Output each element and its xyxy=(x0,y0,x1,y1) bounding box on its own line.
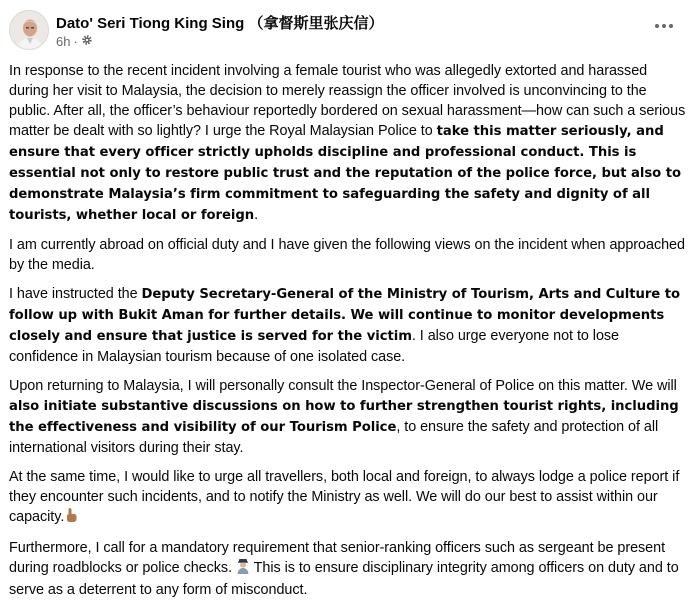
paragraph-4-bold: also initiate substantive discussions on how to further strengthen tourist rights, including the effectiveness and visibility of our Tourism Police xyxy=(9,399,679,435)
paragraph-4 xyxy=(9,376,687,458)
paragraph-5 xyxy=(9,467,687,529)
paragraph-4-end: , to ensure the safety and protection of all international visitors during their stay. xyxy=(9,419,659,456)
paragraph-1 xyxy=(9,61,687,226)
paragraph-3-bold: Deputy Secretary-General of the Ministry of Tourism, Arts and Culture to follow up with Bukit Aman for further details. We will continue to monitor developments closely and ensure that justice is served for the victim xyxy=(9,287,680,344)
paragraph-3 xyxy=(9,284,687,367)
paragraph-6-end: This is to ensure disciplinary integrity among officers on duty and to serve as a deterrent to any form of misconduct. xyxy=(9,560,679,598)
post-header xyxy=(9,10,683,56)
paragraph-5-text: At the same time, I would like to urge all travellers, both local and foreign, to always lodge a police report if they encounter such incidents, and to notify the Ministry as well. We will do our best to assist within our capacity. xyxy=(9,469,680,525)
gear-icon[interactable] xyxy=(81,34,93,49)
paragraph-6-text: Furthermore, I call for a mandatory requirement that senior-ranking officers such as sergeant be present during roadblocks or police checks. xyxy=(9,540,666,576)
paragraph-1-bold: take this matter seriously, and ensure that every officer strictly upholds discipline and professional conduct. This is essential not only to restore public trust and the reputation of the police force, but also to demonstrate Malaysia’s firm commitment to safeguarding the safety and dignity of all tourists, whether local or foreign xyxy=(9,124,681,223)
paragraph-3-end: . I also urge everyone not to lose confidence in Malaysian tourism because of one isolated case. xyxy=(9,328,619,365)
paragraph-1-text: In response to the recent incident involving a female tourist who was allegedly extorted and harassed during her visit to Malaysia, the decision to merely reassign the officer involved is unconvincing to the public. After all, the officer’s behaviour reportedly bordered on sexual harassment—how can such a serious matter be dealt with so lightly? I urge the Royal Malaysian Police to xyxy=(9,63,686,139)
author-name[interactable]: Dato' Seri Tiong King Sing （拿督斯里张庆信） xyxy=(56,15,384,32)
author-avatar[interactable] xyxy=(9,10,49,50)
paragraph-1-end: . xyxy=(254,207,259,223)
more-options-icon[interactable] xyxy=(653,18,675,34)
post-body xyxy=(9,61,687,609)
paragraph-4-text: Upon returning to Malaysia, I will personally consult the Inspector-General of Police on this matter. We will xyxy=(9,378,677,394)
meta-separator: · xyxy=(73,34,78,49)
paragraph-2: I am currently abroad on official duty and I have given the following views on the incident when approached by the media. xyxy=(9,237,685,273)
paragraph-3-text: I have instructed the xyxy=(9,286,142,302)
paragraph-6 xyxy=(9,538,687,600)
pointing-hand-emoji xyxy=(64,507,78,529)
police-officer-emoji xyxy=(236,558,250,580)
post-meta xyxy=(56,34,93,49)
post-time[interactable]: 6h xyxy=(56,34,71,49)
